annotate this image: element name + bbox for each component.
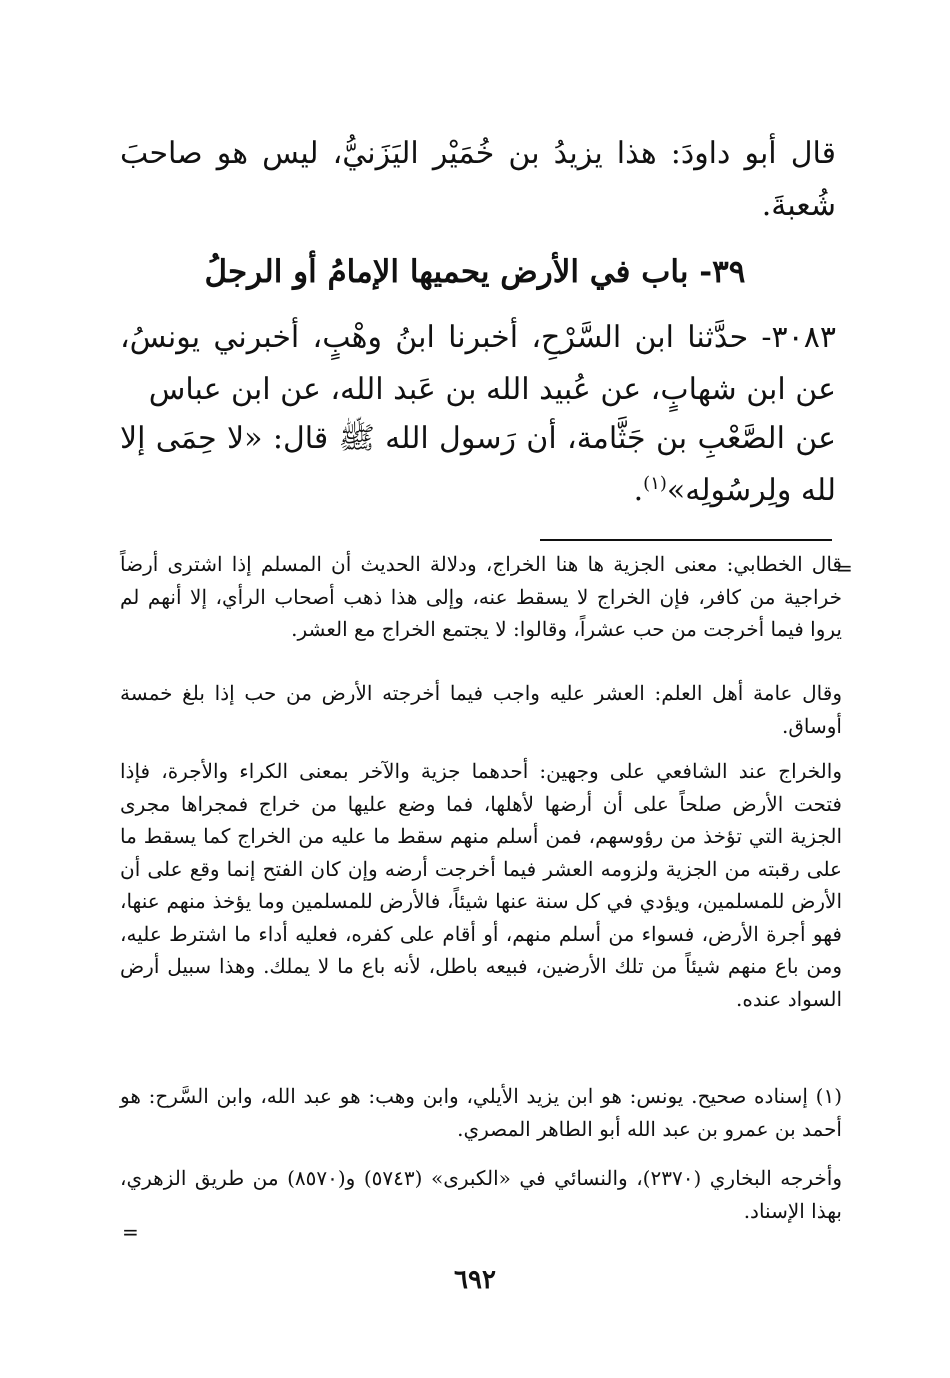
chapter-heading: ٣٩- باب في الأرض يحميها الإمامُ أو الرجلُ bbox=[204, 254, 746, 290]
page-number: ٦٩٢ bbox=[454, 1265, 496, 1295]
footnote-isnad-grading: (١) إسناده صحيح. يونس: هو ابن يزيد الأيلي، وابن وهب: هو عبد الله، وابن السَّرح: هو أحمد بن عمرو بن عبد الله أبو الطاهر المصري. bbox=[120, 1084, 842, 1141]
continued-marker-bottom: = bbox=[122, 1220, 139, 1244]
abu-dawud-note: قال أبو داودَ: هذا يزيدُ بن خُمَيْر اليَزَنيُّ، ليس هو صاحبَ شُعبةَ. bbox=[120, 136, 836, 223]
hadith-matn bbox=[120, 413, 836, 517]
footnote-shafii-kharaj: والخراج عند الشافعي على وجهين: أحدهما جزية والآخر بمعنى الكراء والأجرة، فإذا فتحت الأرض صلحاً على أن أرضها لأهلها، فما وضع عليها من خراج فمجراها مجرى الجزية التي تؤخذ من رؤوسهم، فمن أسلم منهم سقط ما عليه من الخراج كما يسقط ما على رقبته من الجزية ولزومه العشر فيما أخرجت أرضه وإن كان الفتح إنما وقع على أن الأرض للمسلمين، ويؤدي في كل سنة عنها شيئاً، فالأرض للمسلمين وما يؤخذ منهم عنها، فهو أجرة الأرض، فسواء من أسلم منهم، أو أقام على كفره، فعليه أداء ما اشترط عليه، ومن باع منهم شيئاً من تلك الأرضين، فبيعه باطل، لأنه باع ما لا يملك. وهذا سبيل أرض السواد عنده. bbox=[120, 759, 843, 1011]
footnote-reference: (١) bbox=[643, 473, 667, 494]
matn-end: . bbox=[633, 473, 644, 508]
footnote-takhrij: وأخرجه البخاري (٢٣٧٠)، والنسائي في «الكبرى» (٥٧٤٣) و(٨٥٧٠) من طريق الزهري، بهذا الإسناد. bbox=[120, 1166, 842, 1223]
footnote-ahl-al-ilm: وقال عامة أهل العلم: العشر عليه واجب فيما أخرجته الأرض من حب إذا بلغ خمسة أوساق. bbox=[120, 681, 842, 738]
continued-marker-top: = bbox=[836, 556, 853, 580]
footnote-separator bbox=[540, 539, 832, 541]
hadith-matn-text: عن الصَّعْبِ بن جَثَّامة، أن رَسول الله ﷺ قال: «لا حِمَى إلا لله ولِرسُولِه» bbox=[120, 421, 836, 508]
hadith-isnad: ٣٠٨٣- حدَّثنا ابن السَّرْحِ، أخبرنا ابنُ وهْبٍ، أخبرني يونسُ، عن ابن شهابٍ، عن عُبيد الله بن عَبد الله، عن ابن عباس bbox=[120, 320, 836, 407]
footnote-khattabi: قال الخطابي: معنى الجزية ها هنا الخراج، ودلالة الحديث أن المسلم إذا اشترى أرضاً خراجية من كافر، فإن الخراج لا يسقط عنه، وإلى هذا ذهب أصحاب الرأي، إلا أنهم لم يروا فيما أخرجت من حب عشراً، وقالوا: لا يجتمع الخراج مع العشر. bbox=[120, 552, 843, 641]
